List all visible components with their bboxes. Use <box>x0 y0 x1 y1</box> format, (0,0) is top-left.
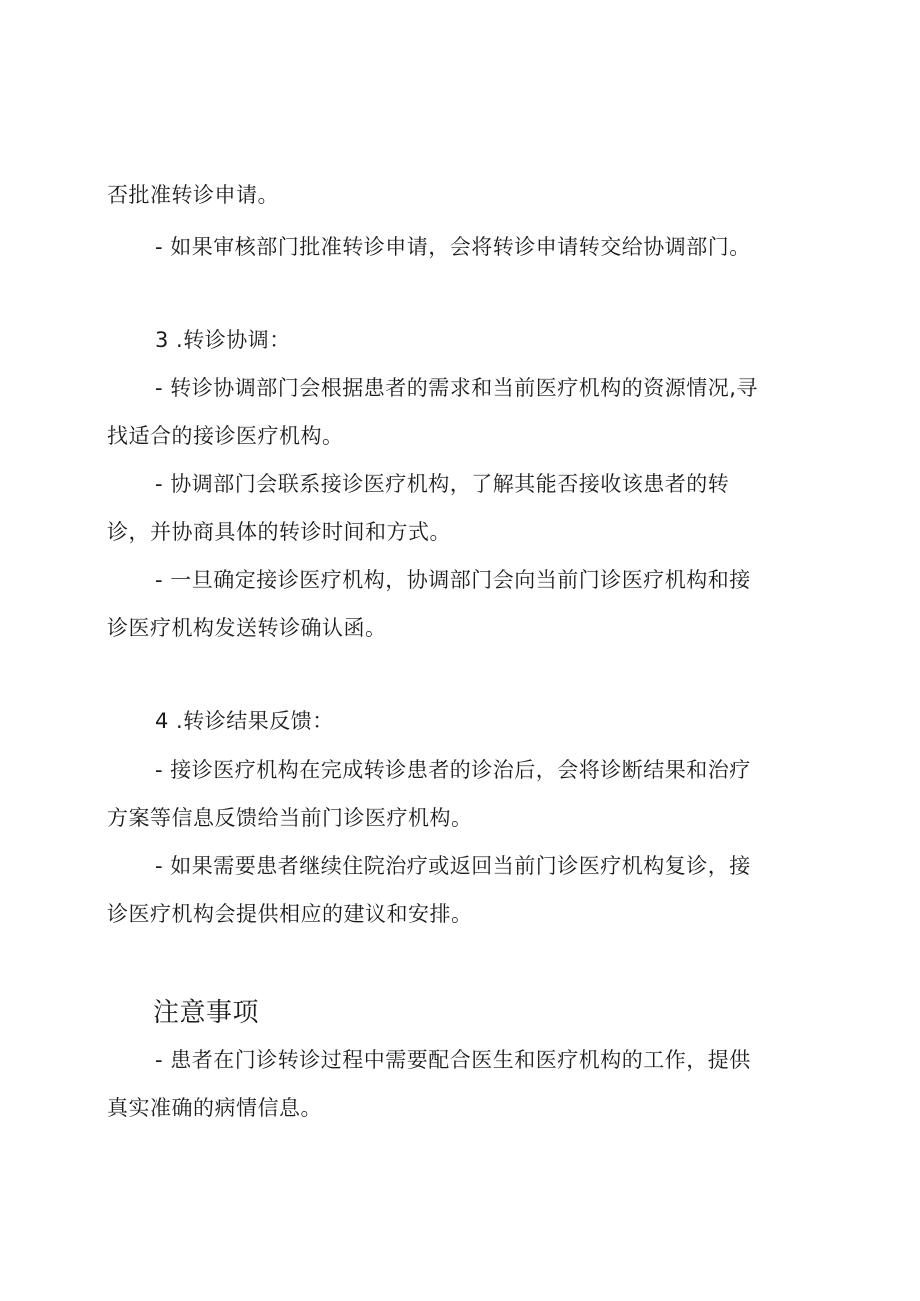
paragraph-line: 找适合的接诊医疗机构。 <box>107 424 344 448</box>
paragraph-line: 方案等信息反馈给当前门诊医疗机构。 <box>107 806 473 830</box>
bullet-line: - 如果审核部门批准转诊申请，会将转诊申请转交给协调部门。 <box>155 235 751 259</box>
paragraph-line: 真实准确的病情信息。 <box>107 1096 322 1120</box>
bullet-line: - 患者在门诊转诊过程中需要配合医生和医疗机构的工作，提供 <box>155 1048 751 1072</box>
section-3-title: 3 .转诊协调： <box>155 328 291 352</box>
bullet-line: - 转诊协调部门会根据患者的需求和当前医疗机构的资源情况,寻 <box>155 376 758 400</box>
paragraph-line: 诊医疗机构发送转诊确认函。 <box>107 616 387 640</box>
bullet-line: - 接诊医疗机构在完成转诊患者的诊治后，会将诊断结果和治疗 <box>155 758 751 782</box>
section-4-title: 4 .转诊结果反馈： <box>155 709 334 733</box>
notes-heading: 注意事项 <box>153 998 260 1028</box>
bullet-line: - 一旦确定接诊医疗机构，协调部门会向当前门诊医疗机构和接 <box>155 568 751 592</box>
paragraph-line: 否批准转诊申请。 <box>107 183 279 207</box>
bullet-line: - 协调部门会联系接诊医疗机构，了解其能否接收该患者的转 <box>155 472 730 496</box>
bullet-line: - 如果需要患者继续住院治疗或返回当前门诊医疗机构复诊，接 <box>155 854 751 878</box>
paragraph-line: 诊医疗机构会提供相应的建议和安排。 <box>107 902 473 926</box>
paragraph-line: 诊，并协商具体的转诊时间和方式。 <box>107 520 451 544</box>
